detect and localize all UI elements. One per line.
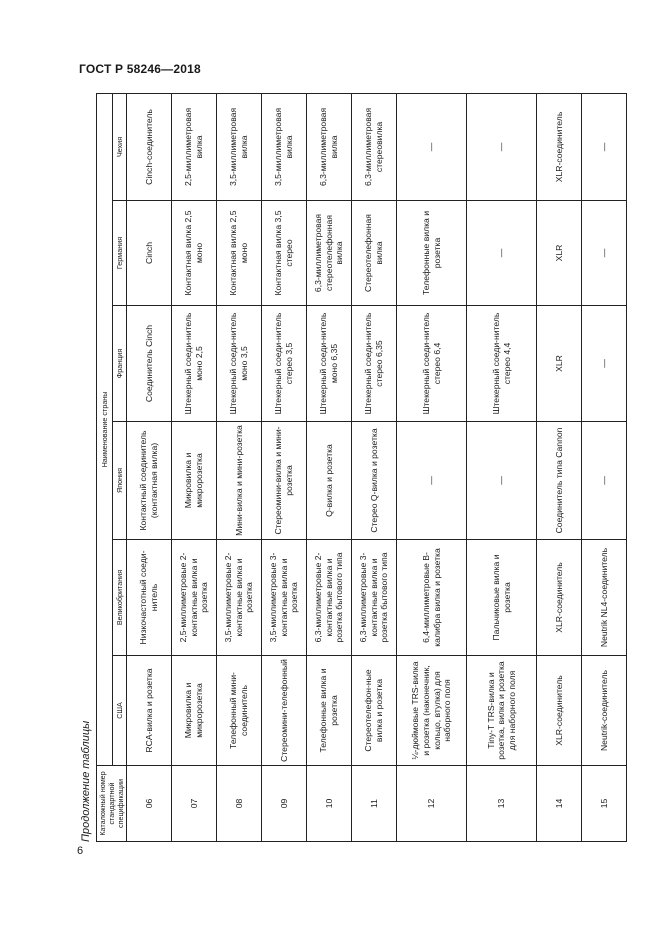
country-header: Франция <box>113 306 127 422</box>
table-cell: 6,3-миллиметровые 3-контактные вилка и розетка бытового типа <box>352 540 397 656</box>
country-header: Чехия <box>113 93 127 200</box>
table-cell: XLR <box>537 306 582 422</box>
connector-table <box>96 93 627 842</box>
table-row <box>262 93 307 841</box>
country-header: Япония <box>113 422 127 540</box>
table-cell: Контактная вилка 3,5 стерео <box>262 201 307 306</box>
catalog-number-cell: 15 <box>582 766 627 842</box>
table-cell: Стереотелефонная вилка <box>352 201 397 306</box>
table-cell: Контактная вилка 2,5 моно <box>172 201 217 306</box>
table-cell: Микровилка и микророзетка <box>172 656 217 766</box>
table-cell: — <box>467 422 537 540</box>
table-cell: 6,3-миллиметровые 2-контактные вилка и розетка бытового типа <box>307 540 352 656</box>
table-cell: Q-вилка и розетка <box>307 422 352 540</box>
country-header: Великобритания <box>113 540 127 656</box>
country-group-header: Наименование страны <box>97 93 113 765</box>
catalog-number-cell: 11 <box>352 766 397 842</box>
table-cell: Штекерный соеди-нитель стерео 6,35 <box>352 306 397 422</box>
table-cell: ¼-дюймовые TRS-вилка и розетка (наконечник, кольцо, втулка) для наборного поля <box>397 656 467 766</box>
table-cell: 6,3-миллиметровая стереотелефонная вилка <box>307 201 352 306</box>
table-body <box>127 93 627 841</box>
table-row <box>217 93 262 841</box>
table-cell: Стереомини-телефонный <box>262 656 307 766</box>
table-cell: Микровилка и микророзетка <box>172 422 217 540</box>
table-cell: 3,5-миллиметровая вилка <box>262 93 307 200</box>
table-cell: Tiny-T TRS-вилка и розетка, вилка и розетка для наборного поля <box>467 656 537 766</box>
table-cell: Низкочастотный соеди-нитель <box>127 540 172 656</box>
table-cell: Neutrik-соединитель <box>582 656 627 766</box>
table-cell: 3,5-миллиметровые 3-контактные вилка и розетка <box>262 540 307 656</box>
table-cell: Телефонные вилка и розетка <box>397 201 467 306</box>
table-row <box>467 93 537 841</box>
table-row <box>172 93 217 841</box>
table-cell: Стереотелефон-ные вилка и розетка <box>352 656 397 766</box>
table-row <box>397 93 467 841</box>
table-row <box>537 93 582 841</box>
country-header-row <box>113 93 127 841</box>
table-cell: XLR-соединитель <box>537 656 582 766</box>
catalog-number-cell: 08 <box>217 766 262 842</box>
table-cell: Стереомини-вилка и мини-розетка <box>262 422 307 540</box>
table-cell: — <box>467 201 537 306</box>
table-cell: 6,3-миллиметровая стереовилка <box>352 93 397 200</box>
table-cell: Cinch <box>127 201 172 306</box>
table-cell: — <box>582 306 627 422</box>
page-number: 6 <box>77 845 84 857</box>
table-cell: XLR-соединитель <box>537 93 582 200</box>
table-cell: — <box>582 422 627 540</box>
table-row <box>582 93 627 841</box>
catalog-number-cell: 13 <box>467 766 537 842</box>
table-cell: Штекерный соеди-нитель моно 6,35 <box>307 306 352 422</box>
catalog-number-cell: 07 <box>172 766 217 842</box>
table-cell: Штекерный соеди-нитель моно 2,5 <box>172 306 217 422</box>
table-cell: Телефонный мини-соединитель <box>217 656 262 766</box>
table-cell: — <box>467 93 537 200</box>
table-cell: Штекерный соеди-нитель моно 3,5 <box>217 306 262 422</box>
table-cell: Штекерный соеди-нитель стерео 6,4 <box>397 306 467 422</box>
table-cell: 6,4-миллиметровые B-калибра вилка и розетка <box>397 540 467 656</box>
table-cell: RCA-вилка и розетка <box>127 656 172 766</box>
table-cell: Телефонные вилка и розетка <box>307 656 352 766</box>
table-cell: 3,5-миллиметровые 2-контактные вилка и розетка <box>217 540 262 656</box>
table-cell: Штекерный соеди-нитель стерео 4,4 <box>467 306 537 422</box>
table-cell: Штекерный соеди-нитель стерео 3,5 <box>262 306 307 422</box>
table-cell: 2,5-миллиметровые 2-контактные вилка и розетка <box>172 540 217 656</box>
table-cell: — <box>582 201 627 306</box>
catalog-number-cell: 14 <box>537 766 582 842</box>
table-row <box>352 93 397 841</box>
table-cell: XLR-соединитель <box>537 540 582 656</box>
table-cell: Соединитель типа Cannon <box>537 422 582 540</box>
table-cell: Контактная вилка 2,5 моно <box>217 201 262 306</box>
page-header: ГОСТ Р 58246—2018 <box>79 62 201 76</box>
catalog-number-cell: 10 <box>307 766 352 842</box>
table-cell: — <box>397 422 467 540</box>
country-header: Германия <box>113 201 127 306</box>
table-row <box>127 93 172 841</box>
table-cell: Стерео Q-вилка и розетка <box>352 422 397 540</box>
catalog-number-cell: 06 <box>127 766 172 842</box>
table-cell: — <box>397 93 467 200</box>
table-cell: 6,3-миллиметровая вилка <box>307 93 352 200</box>
country-header: США <box>113 656 127 766</box>
continuation-caption: Продолжение таблицы <box>80 720 92 842</box>
catalog-number-header: Каталожный номер стандартной спецификации <box>97 766 127 842</box>
table-cell: Cinch-соединитель <box>127 93 172 200</box>
table-cell: — <box>582 93 627 200</box>
table-cell: 3,5-миллиметровая вилка <box>217 93 262 200</box>
table-cell: Контактный соединитель (контактная вилка) <box>127 422 172 540</box>
table-cell: Соединитель Cinch <box>127 306 172 422</box>
table-cell: XLR <box>537 201 582 306</box>
table-cell: 2,5-миллиметровая вилка <box>172 93 217 200</box>
catalog-number-cell: 09 <box>262 766 307 842</box>
table-cell: Neutrik NL4-соединитель <box>582 540 627 656</box>
catalog-number-cell: 12 <box>397 766 467 842</box>
table-row <box>307 93 352 841</box>
table-cell: Мини-вилка и мини-розетка <box>217 422 262 540</box>
table-cell: Пальчиковые вилка и розетка <box>467 540 537 656</box>
